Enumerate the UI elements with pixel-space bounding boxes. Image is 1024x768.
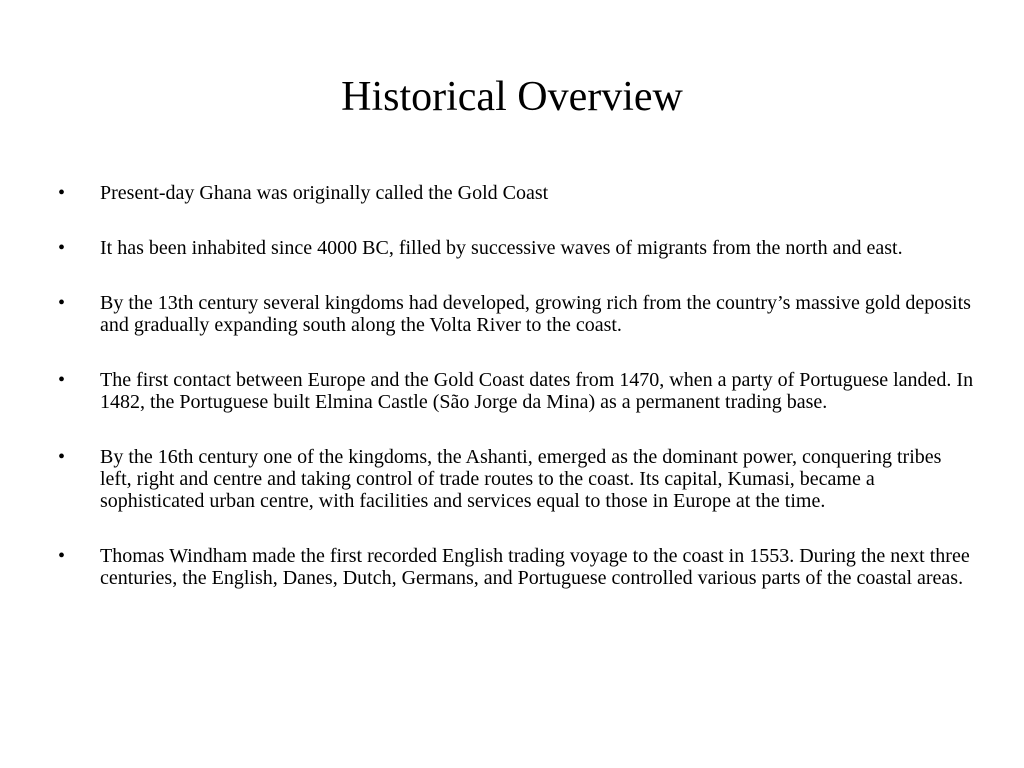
bullet-text: Present-day Ghana was originally called the Gold Coast xyxy=(100,182,549,204)
bullet-icon: • xyxy=(58,369,66,391)
bullet-list xyxy=(58,182,978,589)
bullet-text: Thomas Windham made the first recorded English trading voyage to the coast in 1553. During the next three centuries, the English, Danes, Dutch, Germans, and Portuguese controlled various parts of the coastal areas. xyxy=(100,545,970,589)
bullet-icon: • xyxy=(58,446,66,468)
slide-title: Historical Overview xyxy=(341,74,683,120)
bullet-text: The first contact between Europe and the Gold Coast dates from 1470, when a party of Portuguese landed. In 1482, the Portuguese built Elmina Castle (São Jorge da Mina) as a permanent trading base. xyxy=(100,369,974,413)
bullet-item xyxy=(58,369,978,413)
bullet-item xyxy=(58,237,978,259)
bullet-icon: • xyxy=(58,237,66,259)
bullet-icon: • xyxy=(58,545,66,567)
bullet-item xyxy=(58,292,978,336)
bullet-text: By the 13th century several kingdoms had developed, growing rich from the country’s massive gold deposits and gradually expanding south along the Volta River to the coast. xyxy=(100,292,971,336)
bullet-item xyxy=(58,545,978,589)
bullet-text: It has been inhabited since 4000 BC, filled by successive waves of migrants from the north and east. xyxy=(100,237,903,259)
bullet-item xyxy=(58,182,978,204)
bullet-icon: • xyxy=(58,182,66,204)
bullet-item xyxy=(58,446,978,512)
bullet-icon: • xyxy=(58,292,66,314)
bullet-text: By the 16th century one of the kingdoms, the Ashanti, emerged as the dominant power, conquering tribes left, right and centre and taking control of trade routes to the coast. Its capital, Kumasi, became a sophisticated urban centre, with facilities and services equal to those in Europe at the time. xyxy=(100,446,942,512)
